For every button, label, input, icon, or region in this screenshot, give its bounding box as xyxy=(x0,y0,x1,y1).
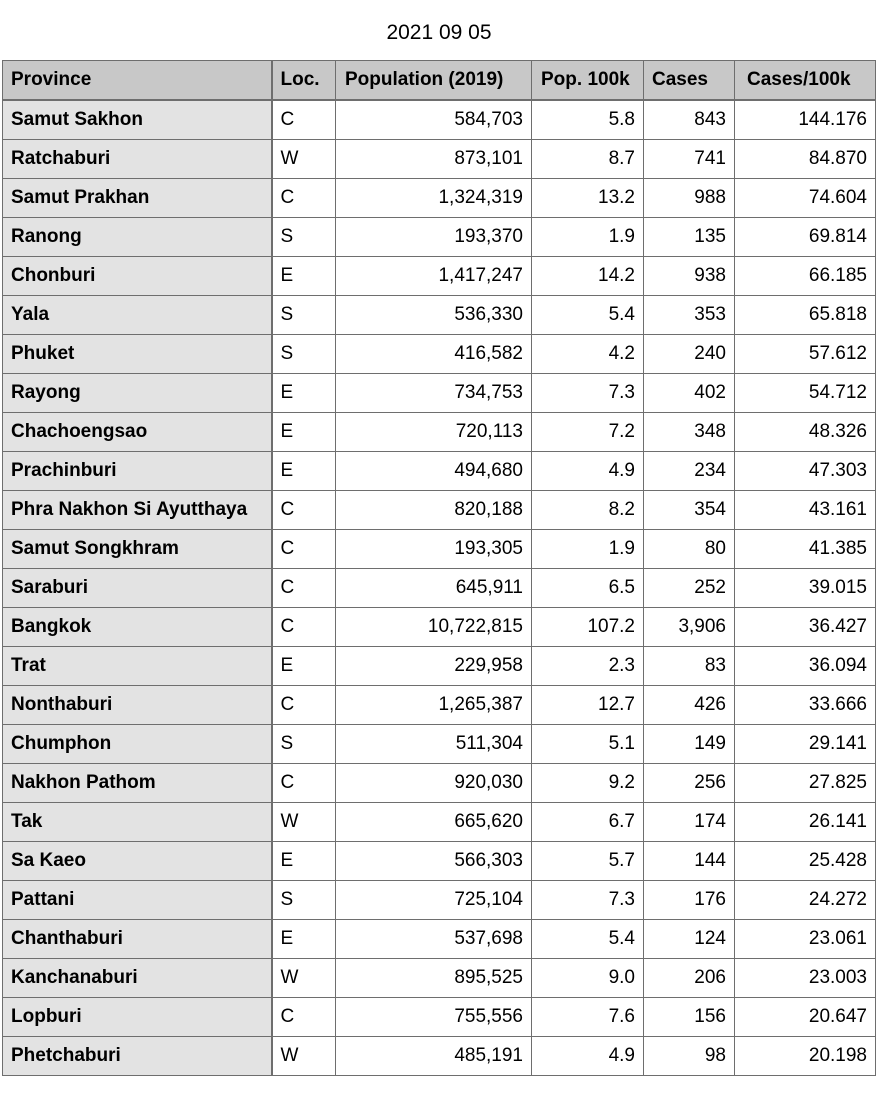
location-cell[interactable]: S xyxy=(272,296,336,335)
cases-cell[interactable]: 98 xyxy=(644,1037,735,1076)
province-cases-table xyxy=(2,60,876,1076)
population-cell[interactable]: 720,113 xyxy=(336,413,532,452)
pop-100k-cell[interactable]: 7.3 xyxy=(532,374,644,413)
population-cell[interactable]: 1,417,247 xyxy=(336,257,532,296)
pop-100k-cell[interactable]: 4.2 xyxy=(532,335,644,374)
population-cell[interactable]: 1,324,319 xyxy=(336,179,532,218)
cases-cell[interactable]: 240 xyxy=(644,335,735,374)
population-cell[interactable]: 645,911 xyxy=(336,569,532,608)
location-cell[interactable]: E xyxy=(272,920,336,959)
table-row xyxy=(3,218,876,257)
table-row xyxy=(3,413,876,452)
population-cell[interactable]: 725,104 xyxy=(336,881,532,920)
cases-cell[interactable]: 988 xyxy=(644,179,735,218)
province-cell[interactable]: Yala xyxy=(3,296,272,335)
cases-per-100k-cell[interactable]: 29.141 xyxy=(735,725,876,764)
pop-100k-cell[interactable]: 1.9 xyxy=(532,218,644,257)
cases-cell[interactable]: 938 xyxy=(644,257,735,296)
cases-per-100k-cell[interactable]: 43.161 xyxy=(735,491,876,530)
population-cell[interactable]: 10,722,815 xyxy=(336,608,532,647)
location-cell[interactable]: W xyxy=(272,803,336,842)
province-cell[interactable]: Samut Prakhan xyxy=(3,179,272,218)
table-row xyxy=(3,842,876,881)
location-cell[interactable]: C xyxy=(272,530,336,569)
population-cell[interactable]: 193,305 xyxy=(336,530,532,569)
cases-cell[interactable]: 144 xyxy=(644,842,735,881)
location-cell[interactable]: S xyxy=(272,335,336,374)
province-cell[interactable]: Samut Sakhon xyxy=(3,100,272,140)
cases-cell[interactable]: 176 xyxy=(644,881,735,920)
pop-100k-cell[interactable]: 7.2 xyxy=(532,413,644,452)
cases-per-100k-cell[interactable]: 23.061 xyxy=(735,920,876,959)
population-cell[interactable]: 536,330 xyxy=(336,296,532,335)
cases-per-100k-cell[interactable]: 39.015 xyxy=(735,569,876,608)
table-row xyxy=(3,335,876,374)
province-cell[interactable]: Chonburi xyxy=(3,257,272,296)
province-cell[interactable]: Phetchaburi xyxy=(3,1037,272,1076)
population-cell[interactable]: 494,680 xyxy=(336,452,532,491)
table-row xyxy=(3,998,876,1037)
cases-cell[interactable]: 256 xyxy=(644,764,735,803)
population-cell[interactable]: 820,188 xyxy=(336,491,532,530)
cases-per-100k-cell[interactable]: 48.326 xyxy=(735,413,876,452)
population-cell[interactable]: 416,582 xyxy=(336,335,532,374)
pop-100k-cell[interactable]: 4.9 xyxy=(532,1037,644,1076)
cases-per-100k-cell[interactable]: 36.094 xyxy=(735,647,876,686)
pop-100k-cell[interactable]: 13.2 xyxy=(532,179,644,218)
table-row xyxy=(3,764,876,803)
cases-per-100k-cell[interactable]: 65.818 xyxy=(735,296,876,335)
province-cell[interactable]: Phuket xyxy=(3,335,272,374)
pop-100k-cell[interactable]: 5.1 xyxy=(532,725,644,764)
table-row xyxy=(3,296,876,335)
header-province[interactable]: Province xyxy=(3,61,272,101)
header-cases[interactable]: Cases xyxy=(644,61,735,101)
cases-cell[interactable]: 135 xyxy=(644,218,735,257)
cases-per-100k-cell[interactable]: 33.666 xyxy=(735,686,876,725)
cases-cell[interactable]: 843 xyxy=(644,100,735,140)
pop-100k-cell[interactable]: 9.2 xyxy=(532,764,644,803)
cases-cell[interactable]: 3,906 xyxy=(644,608,735,647)
cases-per-100k-cell[interactable]: 26.141 xyxy=(735,803,876,842)
province-cell[interactable]: Trat xyxy=(3,647,272,686)
cases-per-100k-cell[interactable]: 20.198 xyxy=(735,1037,876,1076)
table-row xyxy=(3,725,876,764)
location-cell[interactable]: E xyxy=(272,647,336,686)
province-cell[interactable]: Samut Songkhram xyxy=(3,530,272,569)
cases-per-100k-cell[interactable]: 47.303 xyxy=(735,452,876,491)
location-cell[interactable]: S xyxy=(272,218,336,257)
province-cell[interactable]: Sa Kaeo xyxy=(3,842,272,881)
table-row xyxy=(3,257,876,296)
table-row xyxy=(3,1037,876,1076)
cases-cell[interactable]: 426 xyxy=(644,686,735,725)
cases-per-100k-cell[interactable]: 84.870 xyxy=(735,140,876,179)
location-cell[interactable]: C xyxy=(272,764,336,803)
cases-per-100k-cell[interactable]: 23.003 xyxy=(735,959,876,998)
pop-100k-cell[interactable]: 5.8 xyxy=(532,100,644,140)
location-cell[interactable]: C xyxy=(272,569,336,608)
cases-per-100k-cell[interactable]: 144.176 xyxy=(735,100,876,140)
cases-cell[interactable]: 234 xyxy=(644,452,735,491)
report-date-title: 2021 09 05 xyxy=(386,21,492,44)
pop-100k-cell[interactable]: 4.9 xyxy=(532,452,644,491)
province-cell[interactable]: Pattani xyxy=(3,881,272,920)
pop-100k-cell[interactable]: 12.7 xyxy=(532,686,644,725)
table-row xyxy=(3,491,876,530)
table-row xyxy=(3,959,876,998)
cases-per-100k-cell[interactable]: 24.272 xyxy=(735,881,876,920)
province-cell[interactable]: Chanthaburi xyxy=(3,920,272,959)
cases-cell[interactable]: 206 xyxy=(644,959,735,998)
cases-per-100k-cell[interactable]: 66.185 xyxy=(735,257,876,296)
province-cell[interactable]: Nakhon Pathom xyxy=(3,764,272,803)
population-cell[interactable]: 1,265,387 xyxy=(336,686,532,725)
location-cell[interactable]: E xyxy=(272,257,336,296)
population-cell[interactable]: 895,525 xyxy=(336,959,532,998)
pop-100k-cell[interactable]: 6.7 xyxy=(532,803,644,842)
cases-per-100k-cell[interactable]: 69.814 xyxy=(735,218,876,257)
pop-100k-cell[interactable]: 5.7 xyxy=(532,842,644,881)
province-cell[interactable]: Ratchaburi xyxy=(3,140,272,179)
header-population[interactable]: Population (2019) xyxy=(336,61,532,101)
table-body xyxy=(3,100,876,1076)
table-row xyxy=(3,647,876,686)
province-cell[interactable]: Lopburi xyxy=(3,998,272,1037)
province-cell[interactable]: Bangkok xyxy=(3,608,272,647)
table-row xyxy=(3,452,876,491)
cases-cell[interactable]: 353 xyxy=(644,296,735,335)
pop-100k-cell[interactable]: 5.4 xyxy=(532,920,644,959)
population-cell[interactable]: 511,304 xyxy=(336,725,532,764)
province-cell[interactable]: Phra Nakhon Si Ayutthaya xyxy=(3,491,272,530)
header-pop-100k[interactable]: Pop. 100k xyxy=(532,61,644,101)
table-row xyxy=(3,881,876,920)
location-cell[interactable]: C xyxy=(272,179,336,218)
pop-100k-cell[interactable]: 8.2 xyxy=(532,491,644,530)
cases-per-100k-cell[interactable]: 36.427 xyxy=(735,608,876,647)
table-row xyxy=(3,374,876,413)
pop-100k-cell[interactable]: 5.4 xyxy=(532,296,644,335)
cases-per-100k-cell[interactable]: 27.825 xyxy=(735,764,876,803)
location-cell[interactable]: W xyxy=(272,1037,336,1076)
cases-cell[interactable]: 252 xyxy=(644,569,735,608)
pop-100k-cell[interactable]: 8.7 xyxy=(532,140,644,179)
location-cell[interactable]: S xyxy=(272,725,336,764)
population-cell[interactable]: 537,698 xyxy=(336,920,532,959)
table-row xyxy=(3,100,876,140)
location-cell[interactable]: S xyxy=(272,881,336,920)
table-row xyxy=(3,803,876,842)
location-cell[interactable]: C xyxy=(272,686,336,725)
header-location[interactable]: Loc. xyxy=(272,61,336,101)
population-cell[interactable]: 665,620 xyxy=(336,803,532,842)
pop-100k-cell[interactable]: 1.9 xyxy=(532,530,644,569)
province-cell[interactable]: Prachinburi xyxy=(3,452,272,491)
cases-per-100k-cell[interactable]: 25.428 xyxy=(735,842,876,881)
location-cell[interactable]: W xyxy=(272,140,336,179)
cases-cell[interactable]: 80 xyxy=(644,530,735,569)
cases-per-100k-cell[interactable]: 74.604 xyxy=(735,179,876,218)
cases-cell[interactable]: 83 xyxy=(644,647,735,686)
cases-per-100k-cell[interactable]: 20.647 xyxy=(735,998,876,1037)
cases-cell[interactable]: 156 xyxy=(644,998,735,1037)
location-cell[interactable]: C xyxy=(272,998,336,1037)
pop-100k-cell[interactable]: 14.2 xyxy=(532,257,644,296)
cases-cell[interactable]: 149 xyxy=(644,725,735,764)
table-row xyxy=(3,140,876,179)
province-cell[interactable]: Ranong xyxy=(3,218,272,257)
province-cell[interactable]: Rayong xyxy=(3,374,272,413)
population-cell[interactable]: 734,753 xyxy=(336,374,532,413)
location-cell[interactable]: C xyxy=(272,608,336,647)
cases-cell[interactable]: 354 xyxy=(644,491,735,530)
population-cell[interactable]: 873,101 xyxy=(336,140,532,179)
table-row xyxy=(3,530,876,569)
population-cell[interactable]: 485,191 xyxy=(336,1037,532,1076)
cases-per-100k-cell[interactable]: 41.385 xyxy=(735,530,876,569)
location-cell[interactable]: C xyxy=(272,491,336,530)
header-cases-per-100k[interactable]: Cases/100k xyxy=(735,61,876,101)
cases-cell[interactable]: 124 xyxy=(644,920,735,959)
location-cell[interactable]: E xyxy=(272,374,336,413)
cases-per-100k-cell[interactable]: 57.612 xyxy=(735,335,876,374)
location-cell[interactable]: E xyxy=(272,842,336,881)
population-cell[interactable]: 584,703 xyxy=(336,100,532,140)
population-cell[interactable]: 755,556 xyxy=(336,998,532,1037)
cases-per-100k-cell[interactable]: 54.712 xyxy=(735,374,876,413)
table-header-row xyxy=(3,61,876,101)
location-cell[interactable]: C xyxy=(272,100,336,140)
province-cell[interactable]: Kanchanaburi xyxy=(3,959,272,998)
population-cell[interactable]: 920,030 xyxy=(336,764,532,803)
table-row xyxy=(3,920,876,959)
table-row xyxy=(3,179,876,218)
cases-cell[interactable]: 174 xyxy=(644,803,735,842)
pop-100k-cell[interactable]: 2.3 xyxy=(532,647,644,686)
pop-100k-cell[interactable]: 7.6 xyxy=(532,998,644,1037)
table-row xyxy=(3,686,876,725)
province-cell[interactable]: Tak xyxy=(3,803,272,842)
province-cell[interactable]: Nonthaburi xyxy=(3,686,272,725)
pop-100k-cell[interactable]: 6.5 xyxy=(532,569,644,608)
population-cell[interactable]: 193,370 xyxy=(336,218,532,257)
pop-100k-cell[interactable]: 7.3 xyxy=(532,881,644,920)
cases-cell[interactable]: 741 xyxy=(644,140,735,179)
location-cell[interactable]: E xyxy=(272,413,336,452)
table-row xyxy=(3,569,876,608)
pop-100k-cell[interactable]: 9.0 xyxy=(532,959,644,998)
table-row xyxy=(3,608,876,647)
cases-cell[interactable]: 348 xyxy=(644,413,735,452)
province-cell[interactable]: Chachoengsao xyxy=(3,413,272,452)
population-cell[interactable]: 229,958 xyxy=(336,647,532,686)
cases-cell[interactable]: 402 xyxy=(644,374,735,413)
population-cell[interactable]: 566,303 xyxy=(336,842,532,881)
location-cell[interactable]: E xyxy=(272,452,336,491)
province-cell[interactable]: Chumphon xyxy=(3,725,272,764)
location-cell[interactable]: W xyxy=(272,959,336,998)
province-cell[interactable]: Saraburi xyxy=(3,569,272,608)
pop-100k-cell[interactable]: 107.2 xyxy=(532,608,644,647)
